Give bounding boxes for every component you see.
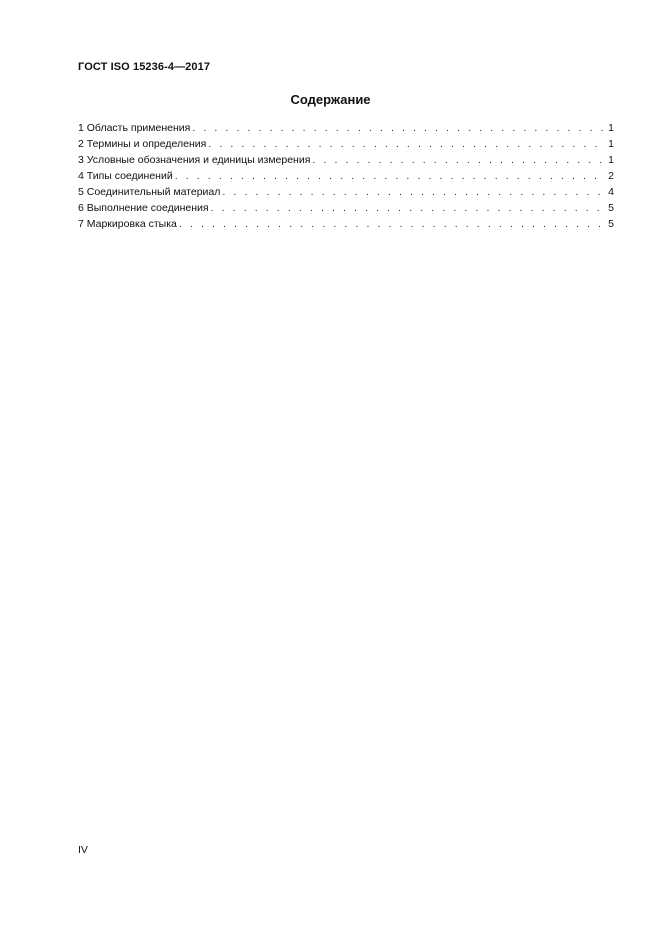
toc-leader-dots <box>175 168 604 184</box>
toc-leader-dots <box>222 184 604 200</box>
toc-entry[interactable] <box>78 200 614 216</box>
toc-leader-dots <box>312 152 604 168</box>
toc-title: Содержание <box>290 92 371 107</box>
page-number: IV <box>78 844 88 856</box>
toc-entry[interactable] <box>78 136 614 152</box>
toc-leader-dots <box>179 216 604 232</box>
toc-leader-dots <box>192 120 604 136</box>
toc-leader-dots <box>208 136 604 152</box>
toc-entry-page: 5 <box>608 218 614 230</box>
toc-entry-text: 6 Выполнение соединения <box>78 202 209 214</box>
toc-entry-text: 1 Область применения <box>78 122 191 134</box>
toc-entry-page: 1 <box>608 122 614 134</box>
toc-entry-page: 5 <box>608 202 614 214</box>
toc-entry[interactable] <box>78 168 614 184</box>
toc-entry[interactable] <box>78 120 614 136</box>
toc-entry-text: 7 Маркировка стыка <box>78 218 177 230</box>
document-code-header: ГОСТ ISO 15236-4—2017 <box>78 61 211 73</box>
toc-entry-page: 1 <box>608 138 614 150</box>
toc-leader-dots <box>211 200 604 216</box>
toc-entry-text: 4 Типы соединений <box>78 170 173 182</box>
toc-entry[interactable] <box>78 184 614 200</box>
toc-entry-text: 5 Соединительный материал <box>78 186 221 198</box>
toc-entry-text: 3 Условные обозначения и единицы измерения <box>78 154 311 166</box>
toc-entry-text: 2 Термины и определения <box>78 138 207 150</box>
toc-entry-page: 2 <box>608 170 614 182</box>
toc-entry-page: 4 <box>608 186 614 198</box>
toc-entry[interactable] <box>78 216 614 232</box>
table-of-contents <box>78 120 614 232</box>
toc-entry[interactable] <box>78 152 614 168</box>
toc-entry-page: 1 <box>608 154 614 166</box>
